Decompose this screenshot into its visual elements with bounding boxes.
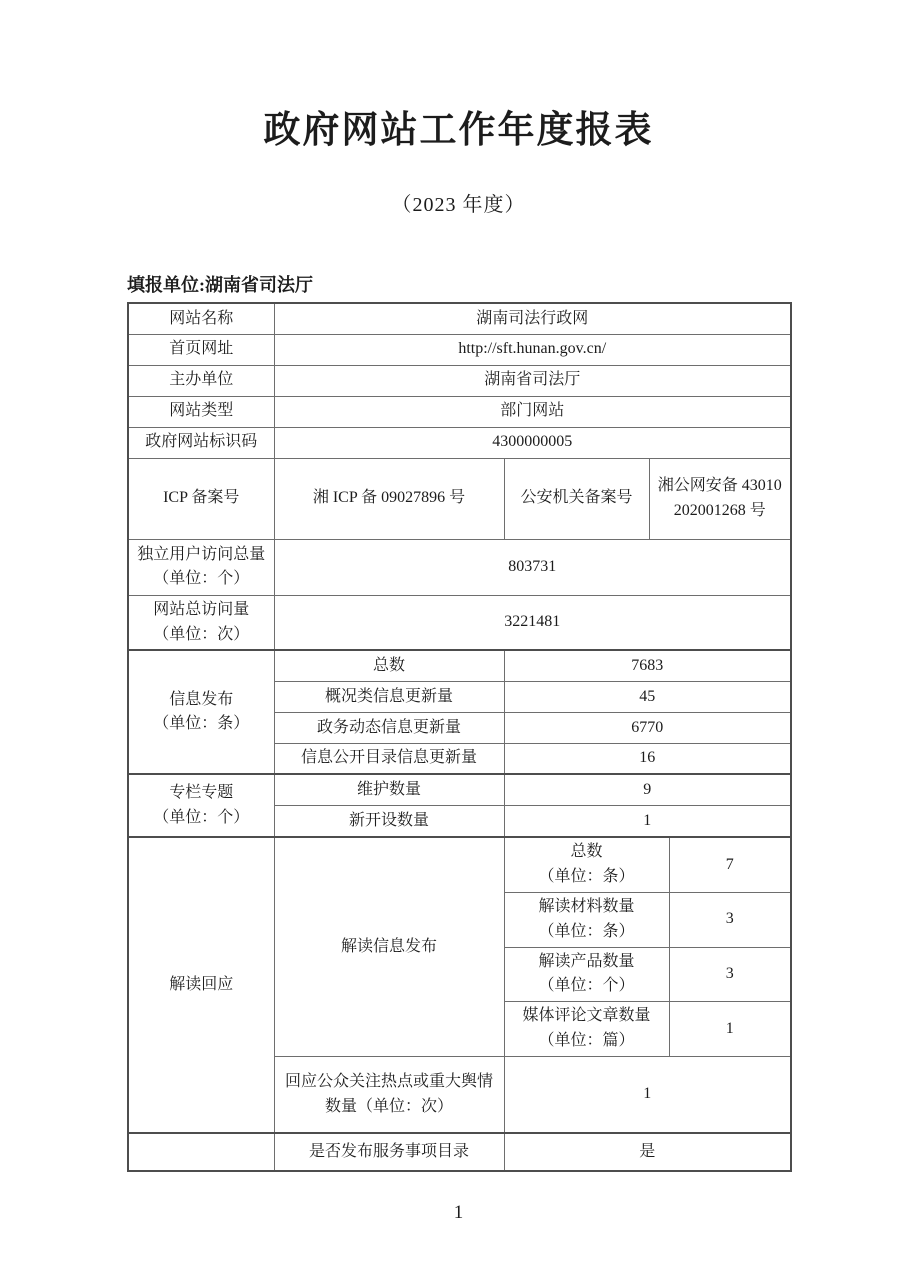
table-row <box>128 396 791 427</box>
service-catalog-value: 是 <box>504 1133 791 1171</box>
table-row <box>128 334 791 365</box>
site-identifier-value: 4300000005 <box>274 427 791 458</box>
info-total-label: 总数 <box>274 650 504 681</box>
unique-visitors-value: 803731 <box>274 539 791 595</box>
columns-new-value: 1 <box>504 805 791 837</box>
icp-record-value: 湘 ICP 备 09027896 号 <box>274 458 504 539</box>
table-row <box>128 427 791 458</box>
annual-report-table <box>127 302 792 1172</box>
info-dynamic-label: 政务动态信息更新量 <box>274 712 504 743</box>
host-unit-value: 湖南省司法厅 <box>274 365 791 396</box>
media-comment-label-text: 媒体评论文章数量 <box>522 1007 651 1025</box>
unique-visitors-label: 独立用户访问总量（单位：个） <box>128 539 274 595</box>
interpretation-publish-label: 解读信息发布 <box>274 837 504 1056</box>
interpretation-material-value: 3 <box>669 893 791 948</box>
hotspot-response-value: 1 <box>504 1056 791 1133</box>
website-name-label: 网站名称 <box>128 303 274 334</box>
interpretation-product-unit: （单位：个） <box>538 977 635 995</box>
homepage-url-value: http://sft.hunan.gov.cn/ <box>274 334 791 365</box>
table-row <box>128 650 791 681</box>
special-columns-label: 专栏专题 <box>169 784 234 802</box>
service-catalog-label: 是否发布服务事项目录 <box>274 1133 504 1171</box>
host-unit-label: 主办单位 <box>128 365 274 396</box>
table-row <box>128 1133 791 1171</box>
site-identifier-label: 政府网站标识码 <box>128 427 274 458</box>
columns-maintained-value: 9 <box>504 774 791 805</box>
interpretation-material-label-text: 解读材料数量 <box>538 898 635 916</box>
interpretation-total-value: 7 <box>669 837 791 892</box>
table-row <box>128 303 791 334</box>
table-row <box>128 774 791 805</box>
columns-maintained-label: 维护数量 <box>274 774 504 805</box>
info-overview-value: 45 <box>504 681 791 712</box>
interpretation-total-label <box>504 837 669 892</box>
reporting-unit: 填报单位:湖南省司法厅 <box>127 275 313 296</box>
media-comment-unit: （单位：篇） <box>538 1032 635 1050</box>
media-comment-label <box>504 1002 669 1057</box>
info-catalog-label: 信息公开目录信息更新量 <box>274 743 504 774</box>
total-visits-label <box>128 595 274 650</box>
total-visits-value: 3221481 <box>274 595 791 650</box>
info-publish-unit: （单位：条） <box>153 715 250 733</box>
columns-new-label: 新开设数量 <box>274 805 504 837</box>
interpretation-material-label <box>504 893 669 948</box>
info-dynamic-value: 6770 <box>504 712 791 743</box>
table-row <box>128 365 791 396</box>
total-visits-unit: （单位：次） <box>153 625 250 643</box>
homepage-url-label: 首页网址 <box>128 334 274 365</box>
info-publish-group-label <box>128 650 274 774</box>
table-row <box>128 458 791 539</box>
special-columns-unit: （单位：个） <box>153 808 250 826</box>
interpretation-product-label-text: 解读产品数量 <box>538 952 635 970</box>
info-publish-label: 信息发布 <box>169 690 234 708</box>
website-type-label: 网站类型 <box>128 396 274 427</box>
table-row <box>128 539 791 595</box>
info-overview-label: 概况类信息更新量 <box>274 681 504 712</box>
interpretation-product-value: 3 <box>669 947 791 1002</box>
interpretation-total-unit: （单位：条） <box>538 868 635 886</box>
police-record-value: 湘公网安备 43010202001268 号 <box>649 458 791 539</box>
document-page <box>127 0 790 1224</box>
total-visits-label-text: 网站总访问量 <box>153 600 250 618</box>
website-type-value: 部门网站 <box>274 396 791 427</box>
info-total-value: 7683 <box>504 650 791 681</box>
empty-cell <box>128 1133 274 1171</box>
special-columns-group-label <box>128 774 274 837</box>
table-row <box>128 595 791 650</box>
page-number: 1 <box>453 1202 464 1224</box>
hotspot-response-label: 回应公众关注热点或重大舆情数量（单位：次） <box>274 1056 504 1133</box>
document-title: 政府网站工作年度报表 <box>263 109 654 150</box>
police-record-label: 公安机关备案号 <box>504 458 649 539</box>
table-row <box>128 837 791 892</box>
icp-record-label: ICP 备案号 <box>128 458 274 539</box>
info-catalog-value: 16 <box>504 743 791 774</box>
interpretation-material-unit: （单位：条） <box>538 922 635 940</box>
interpretation-group-label: 解读回应 <box>128 837 274 1133</box>
interpretation-product-label <box>504 947 669 1002</box>
website-name-value: 湖南司法行政网 <box>274 303 791 334</box>
interpretation-total-label-text: 总数 <box>570 843 603 861</box>
document-subtitle: （2023 年度） <box>391 194 526 217</box>
media-comment-value: 1 <box>669 1002 791 1057</box>
